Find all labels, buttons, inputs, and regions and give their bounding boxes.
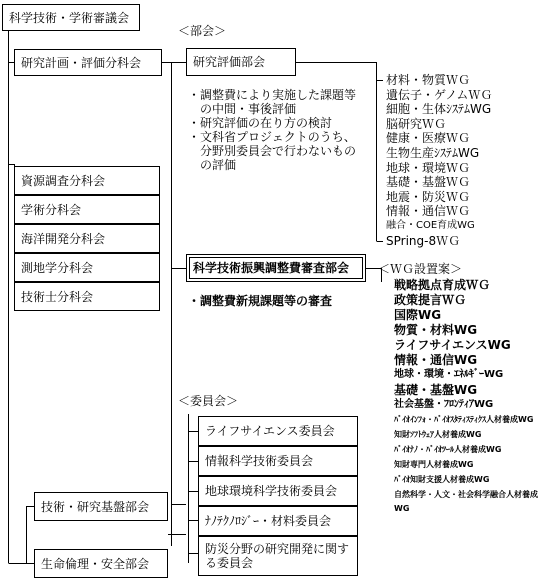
root-council-label: 科学技術・学術審議会: [9, 10, 130, 25]
kenkyu-hyoka-bukai-label: 研究評価部会: [193, 55, 266, 69]
wg-item: 材料・物質ＷＧ: [386, 73, 471, 87]
wg-item: 戦略拠点育成ＷＧ: [394, 278, 491, 292]
gijutsu-kiban-bukai-label: 技術・研究基盤部会: [41, 499, 150, 514]
kenkyu-hyoka-bullet-1: ・調整費により実施した課題等 の中間・事後評価: [188, 88, 357, 116]
wg-item: ﾊﾞｲｵ知財支援人材養成WG: [394, 475, 490, 484]
iinkai-life-science-label: ライフサイエンス委員会: [205, 424, 335, 438]
bunkakai-gijutsushi-label: 技術士分科会: [21, 289, 94, 304]
wg-item: 知財ｿﾌﾄｳｪｱ人材養成WG: [394, 430, 482, 439]
kenkyu-hyoka-bullet-2: ・研究評価の在り方の検討: [188, 116, 333, 130]
wg-item: 基礎・基盤WG: [394, 383, 478, 397]
wg-item: 融合・COE育成WG: [386, 220, 475, 231]
bunkakai-shigen-label: 資源調査分科会: [21, 173, 106, 188]
wg-setchi-header: ＜ＷＧ設置案＞: [378, 262, 463, 276]
wg-item: 地球・環境ＷＧ: [386, 160, 471, 175]
wg-item: ライフサイエンスWG: [394, 338, 511, 352]
wg-item: 生物生産ｼｽﾃﾑWG: [386, 146, 480, 160]
wg-item: 脳研究ＷＧ: [386, 116, 447, 131]
bunkakai-sokuchi-label: 測地学分科会: [21, 260, 94, 275]
wg-item: SPring-8ＷＧ: [386, 233, 461, 248]
iinkai-bosai-label-2: る委員会: [205, 556, 254, 570]
wg-item: 情報・通信ＷＧ: [386, 204, 471, 219]
wg-item: 細胞・生体ｼｽﾃﾑWG: [386, 102, 492, 117]
wg-item: 物質・材料WG: [394, 323, 478, 337]
seimei-rinri-bukai-label: 生命倫理・安全部会: [41, 556, 150, 571]
wg-item: 政策提言ＷＧ: [394, 293, 467, 307]
wg-item: 社会基盤・ﾌﾛﾝﾃｨｱWG: [394, 399, 494, 410]
iinkai-nano-label: ﾅﾉﾃｸﾉﾛｼﾞｰ・材料委員会: [205, 514, 332, 528]
wg-item: 健康・医療ＷＧ: [386, 131, 471, 146]
wg-item: WG: [394, 504, 410, 513]
iinkai-header: ＜委員会＞: [178, 394, 239, 408]
iinkai-joho-label: 情報科学技術委員会: [205, 454, 314, 468]
bukai-header: ＜部会＞: [178, 24, 227, 38]
wg-item: 情報・通信WG: [394, 353, 478, 367]
kenkyu-hyoka-bullet-3: ・文科省プロジェクトのうち、 分野別委員会で行わないもの の評価: [188, 130, 357, 172]
wg-item: ﾊﾞｲｵﾅﾉ・ﾊﾞｲｵﾂｰﾙ人材養成WG: [394, 445, 502, 454]
iinkai-chikyu-label: 地球環境科学技術委員会: [205, 484, 338, 498]
shinko-shinsa-bukai-label: 科学技術振興調整費審査部会: [193, 261, 350, 275]
wg-item: 自然科学・人文・社会科学融合人材養成: [394, 490, 538, 499]
bunkakai-kaiyo-label: 海洋開発分科会: [21, 231, 106, 246]
wg-item: ﾊﾞｲｵｲﾝﾌｫ・ﾊﾞｲｵｽﾀﾃｨｽﾃｨｸｽ人材養成WG: [394, 415, 534, 424]
wg-item: 知財専門人材養成WG: [394, 460, 474, 469]
wg-item: 遺伝子・ゲノムＷＧ: [386, 87, 493, 102]
bunkakai-kenkyu-keikaku-label: 研究計画・評価分科会: [21, 55, 142, 70]
wg-item: 国際WG: [394, 308, 442, 322]
wg-item: 地球・環境・ｴﾈﾙｷﾞｰWG: [394, 369, 504, 380]
wg-item: 地震・防災ＷＧ: [386, 189, 471, 204]
bunkakai-gakujutsu-label: 学術分科会: [21, 202, 82, 217]
shinko-bullet: ・調整費新規課題等の審査: [188, 294, 333, 308]
iinkai-bosai-label: 防災分野の研究開発に関す: [205, 542, 350, 556]
wg-item: 基礎・基盤ＷＧ: [386, 175, 471, 190]
